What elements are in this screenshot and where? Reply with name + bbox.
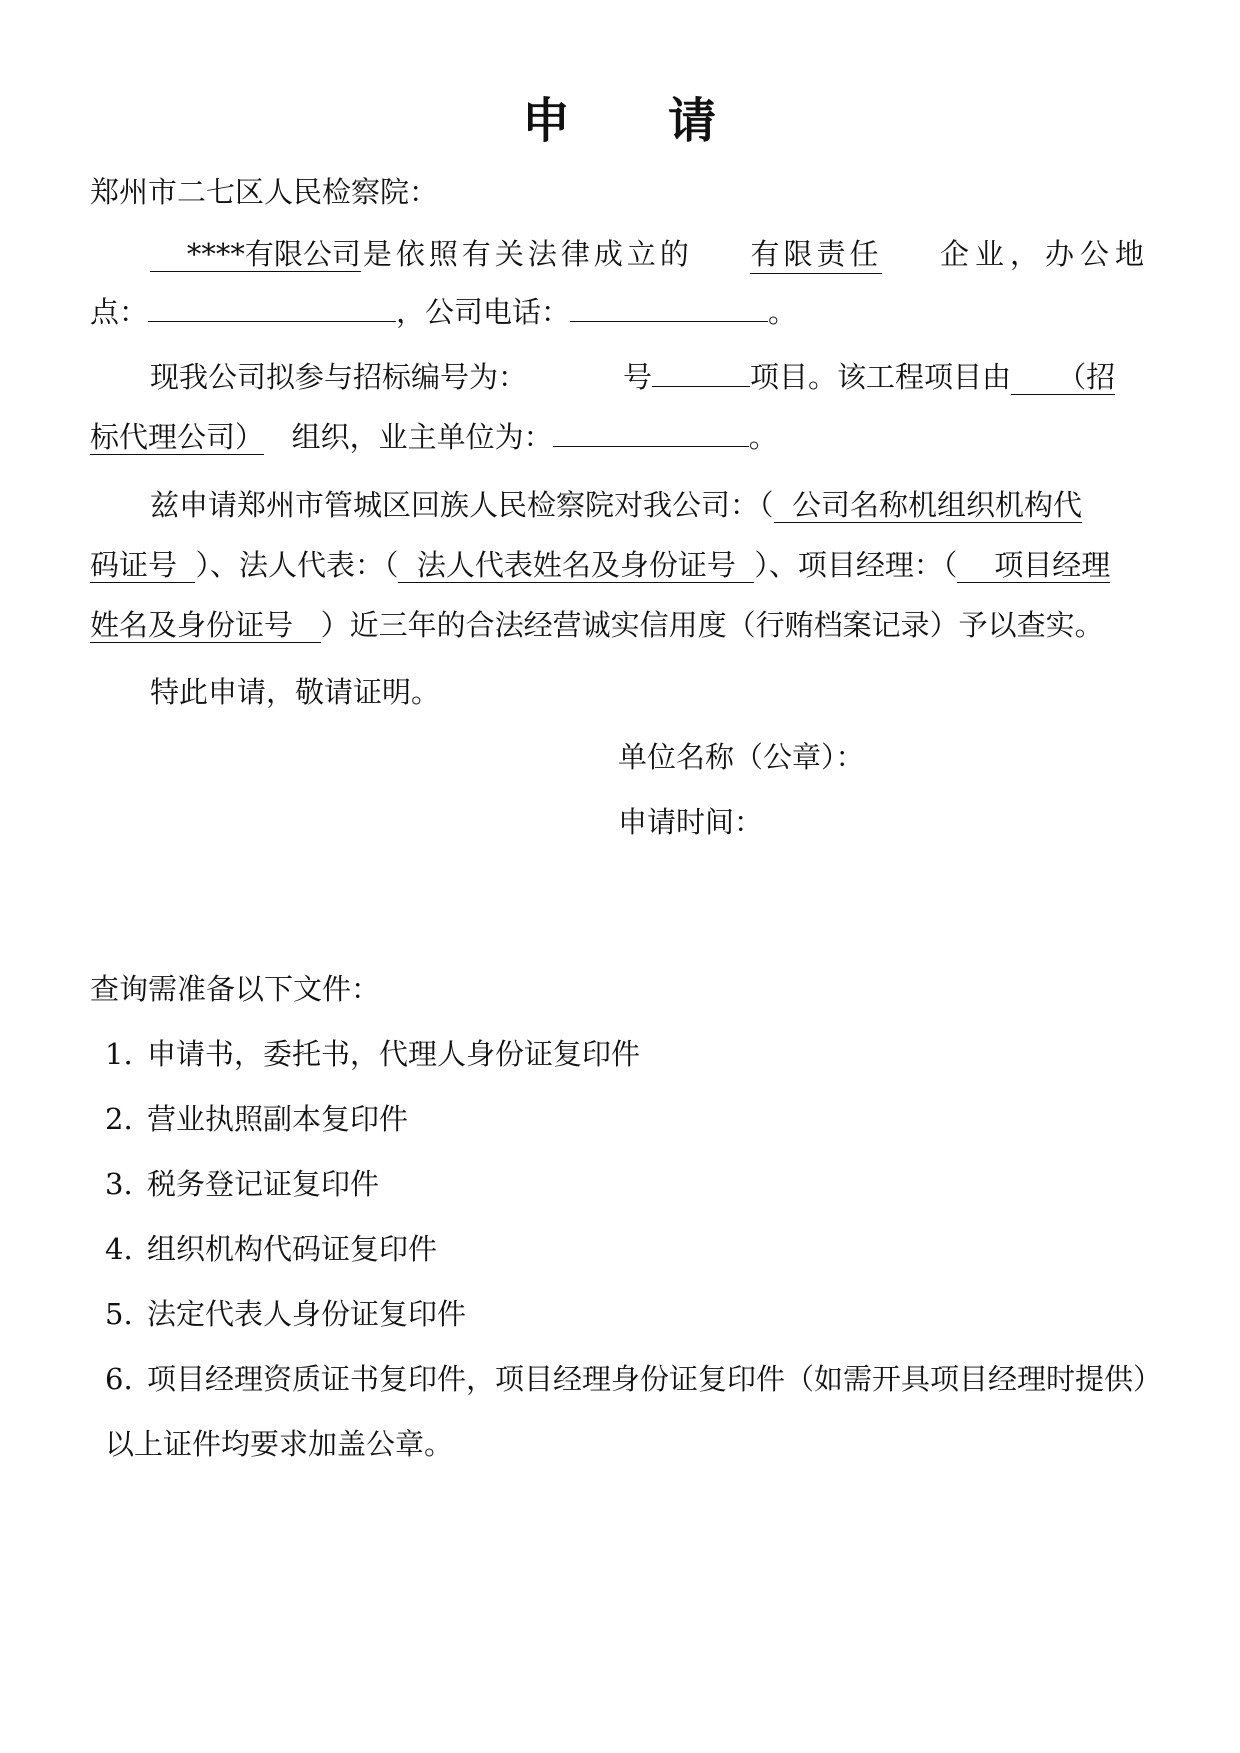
closing-line: 特此申请，敬请证明。 [150, 675, 441, 709]
para3-line2: 码证号 ）、法人代表：（ 法人代表姓名及身份证号 ）、项目经理：（ 项目经理 [90, 548, 1111, 582]
list-item: 4. 组织机构代码证复印件 [105, 1232, 438, 1266]
list-item: 6. 项目经理资质证书复印件，项目经理身份证复印件（如需开具项目经理时提供） [105, 1362, 1163, 1396]
requirements-heading: 查询需准备以下文件： [90, 972, 381, 1006]
para1-text-b: 企业，办公地 [939, 237, 1150, 271]
list-item: 5. 法定代表人身份证复印件 [105, 1297, 467, 1331]
para2-line2: 标代理公司） 组织，业主单位为： 。 [90, 415, 778, 456]
title-char-2: 请 [668, 93, 719, 149]
list-item: 2. 营业执照副本复印件 [105, 1102, 409, 1136]
company-code-field-cont: 码证号 [90, 548, 195, 583]
para3-line3: 姓名及身份证号 ）近三年的合法经营诚实信用度（行贿档案记录）予以查实。 [90, 608, 1104, 642]
para1-line1 [90, 232, 1150, 274]
project-manager-field-cont: 姓名及身份证号 [90, 608, 321, 643]
signature-unit: 单位名称（公章）： [618, 740, 865, 774]
para1-line2: 点： ，公司电话： 。 [90, 290, 797, 331]
company-name-field: ****有限公司 [150, 237, 361, 272]
para1-text-a: 是依照有关法律成立的 [362, 237, 693, 271]
bidding-agent-field-cont: 标代理公司） [90, 420, 265, 454]
requirements-footer: 以上证件均要求加盖公章。 [105, 1427, 454, 1461]
legal-rep-field: 法人代表姓名及身份证号 [398, 548, 754, 583]
page-title [0, 82, 1240, 151]
office-address-field [148, 291, 396, 322]
list-item: 1. 申请书，委托书，代理人身份证复印件 [105, 1037, 641, 1071]
bidding-agent-field: （招 [1011, 360, 1115, 395]
company-code-field: 公司名称机组织机构代 [774, 488, 1082, 523]
para3-line1: 兹申请郑州市管城区回族人民检察院对我公司：（ 公司名称机组织机构代 [150, 488, 1082, 522]
company-phone-field [570, 291, 768, 322]
owner-unit-field [553, 416, 749, 447]
recipient: 郑州市二七区人民检察院： [90, 175, 439, 209]
signature-date: 申请时间： [618, 805, 764, 839]
title-char-1: 申 [521, 93, 572, 149]
project-manager-field: 项目经理 [957, 548, 1110, 583]
company-type-field: 有限责任 [750, 232, 882, 274]
project-name-field [652, 356, 750, 387]
list-item: 3. 税务登记证复印件 [105, 1167, 380, 1201]
para2-line1: 现我公司拟参与招标编号为： 号 项目。该工程项目由 （招 [90, 355, 1115, 396]
